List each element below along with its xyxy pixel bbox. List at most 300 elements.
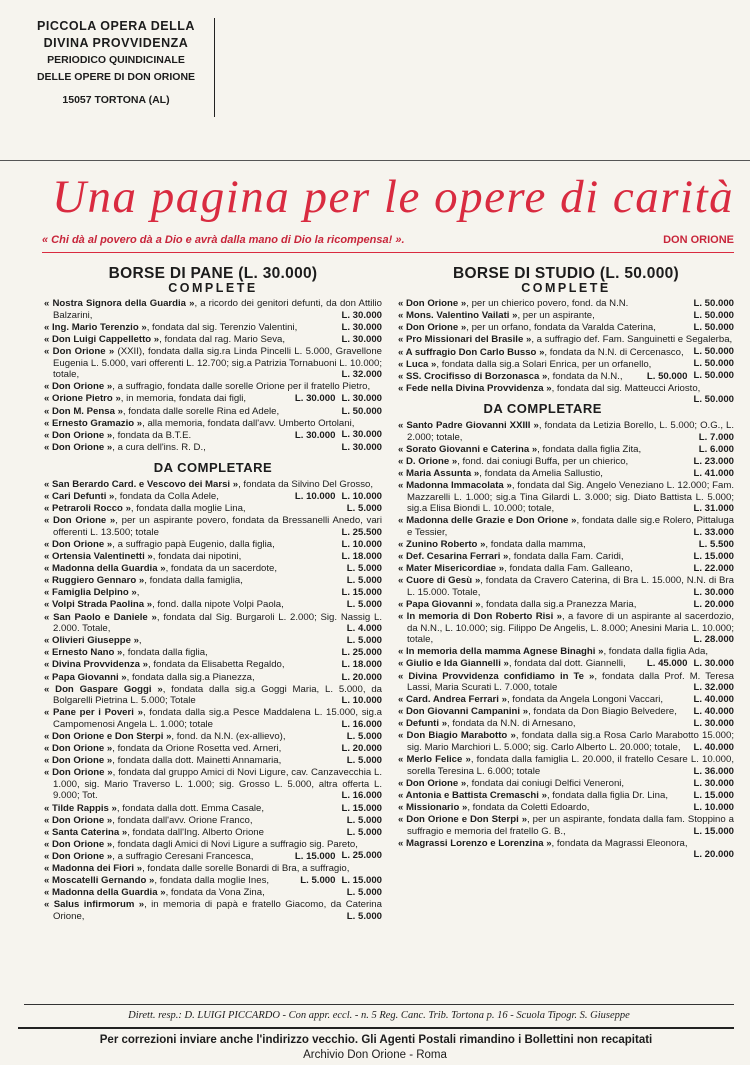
fund-name: « Madonna della Guardia » <box>44 887 166 899</box>
fund-amount: L. 23.000 <box>693 455 734 467</box>
fund-description: , fondata dalle sig.e Rolero, Pittaluga e Tessier, <box>407 515 734 538</box>
fund-description: , fondata dall'Ing. Alberto Orione <box>127 826 264 838</box>
fund-amount: L. 28.000 <box>693 634 734 646</box>
fund-name: « Defunti » <box>398 718 448 730</box>
masthead-location: 15057 TORTONA (AL) <box>62 94 170 106</box>
fund-amount: L. 50.000 <box>693 322 734 334</box>
fund-amount: L. 10.000 <box>341 695 382 707</box>
fund-amount: L. 41.000 <box>693 467 734 479</box>
fund-entry <box>44 875 382 887</box>
fund-amount: L. 32.000 <box>341 369 382 381</box>
fund-name: « Don Gaspare Goggi » <box>44 683 163 695</box>
fund-entry <box>398 539 734 551</box>
fund-entry <box>44 406 382 418</box>
fund-amount: L. 5.000 <box>346 503 382 515</box>
fund-amount: L. 31.000 <box>693 503 734 515</box>
fund-name: « Don Orione » <box>44 767 113 779</box>
fund-name: « Cari Defunti » <box>44 491 115 503</box>
fund-amount: L. 15.000 <box>693 551 734 563</box>
page-headline: Una pagina per le opere di carità <box>52 171 735 223</box>
fund-description: , fondata dal sig. Matteucci Ariosto, <box>551 382 701 394</box>
fund-amount: L. 50.000 <box>693 298 734 310</box>
fund-name: « Ernesto Gramazio » <box>44 417 143 429</box>
fund-name: « D. Orione » <box>398 455 458 467</box>
fund-description: , per un aspirante, fondata dalla fam. Stoppino a suffragio e memoria del fratello G. B., <box>407 814 734 837</box>
fund-description: (XXII), fondata dalla sig.ra Linda Pincelli L. 5.000, Gravellone Eugenia L. 5.000, vari offerenti L. 12.700; sig.a Patrizia Tornabuoni L. 10.000; totale, <box>53 346 382 381</box>
fund-entry <box>44 899 382 922</box>
study-funds-title: BORSE DI STUDIO (L. 50.000) <box>452 265 679 282</box>
fund-name: « Card. Andrea Ferrari » <box>398 694 507 706</box>
fund-name: « Maria Assunta » <box>398 467 480 479</box>
fund-amount: L. 10.000 <box>341 538 382 550</box>
fund-description: , <box>136 587 140 599</box>
fund-name: « Don Orione » <box>398 322 467 334</box>
fund-description: , fondata da un sacerdote, <box>165 563 278 575</box>
fund-entry <box>398 778 734 790</box>
fund-description: , a suffragio def. Fam. Sanguinetti e Segalerba, <box>531 334 733 346</box>
fund-amount: L. 15.000 <box>294 850 336 862</box>
fund-amount: L. 20.000 <box>341 743 382 755</box>
fund-amount: L. 50.000 <box>693 370 734 382</box>
fund-description: , fondata da Coletti Edoardo, <box>467 802 590 814</box>
fund-name: « Giulio e Ida Giannelli » <box>398 658 509 670</box>
fund-name: « San Paolo e Daniele » <box>44 611 157 623</box>
fund-description: , in memoria di papà e fratello Giacomo, da Caterina Orione, <box>53 899 382 922</box>
fund-description: , fondata dalle sorelle Rina ed Adele, <box>122 405 280 417</box>
fund-amount: L. 4.000 <box>346 623 382 635</box>
masthead-subtitle-2: DELLE OPERE DI DON ORIONE <box>36 71 196 83</box>
bread-incomplete-list <box>44 479 382 922</box>
fund-amount: L. 5.000 <box>346 910 382 922</box>
fund-name: « Famiglia Delpino » <box>44 587 137 599</box>
fund-name: « In memoria della mamma Agnese Binaghi » <box>398 646 604 658</box>
fund-amount: L. 18.000 <box>341 551 382 563</box>
fund-name: « In memoria di Don Roberto Risi » <box>398 611 562 623</box>
fund-entry <box>398 790 734 802</box>
fund-entry <box>398 480 734 515</box>
fund-amount: L. 30.000 <box>294 393 336 405</box>
fund-amount: L. 40.000 <box>693 742 734 754</box>
fund-description: , fondata dal rag. Mario Seva, <box>159 333 285 345</box>
fund-entry <box>398 599 734 611</box>
fund-amount: L. 7.000 <box>698 431 734 443</box>
fund-name: « Don Orione » <box>44 538 113 550</box>
fund-amount: L. 6.000 <box>698 443 734 455</box>
fund-entry <box>44 515 382 538</box>
fund-name: « Def. Cesarina Ferrari » <box>398 551 509 563</box>
fund-amount: L. 5.000 <box>346 599 382 611</box>
fund-entry <box>398 802 734 814</box>
fund-amount: L. 30.000 <box>693 718 734 730</box>
fund-description: , fondata da Colla Adele, <box>114 491 219 503</box>
fund-description: , fondata da N.N., <box>547 370 623 382</box>
fund-amount: L. 5.000 <box>346 887 382 899</box>
fund-name: « Divina Provvidenza » <box>44 659 148 671</box>
study-funds-column <box>398 265 735 861</box>
fund-amount: L. 5.000 <box>346 575 382 587</box>
fund-amount: L. 30.000 <box>693 586 734 598</box>
footer-notice: Per correzioni inviare anche l'indirizzo vecchio. Gli Agenti Postali rimandino i Bollettini non recapitati <box>99 1034 653 1046</box>
fund-description: , fondata dalla sig.a Solari Enrica, per un orfanello, <box>436 358 652 370</box>
footer-divider-thick <box>18 1027 734 1029</box>
fund-description: , fondata dalla figlia Dr. Lina, <box>546 789 669 801</box>
fund-description: , fondata dalla figlia, <box>122 647 208 659</box>
fund-name: « Papa Giovanni » <box>398 598 481 610</box>
fund-entry <box>44 887 382 899</box>
fund-entry <box>398 671 734 694</box>
fund-entry <box>398 563 734 575</box>
masthead-subtitle-1: PERIODICO QUINDICINALE <box>47 54 185 66</box>
fund-name: « A suffragio Don Carlo Busso » <box>398 346 545 358</box>
fund-entry <box>44 612 382 635</box>
fund-entry <box>44 647 382 659</box>
fund-name: « Don Orione » <box>398 298 467 310</box>
fund-entry <box>44 563 382 575</box>
fund-name: « Don Orione » <box>44 515 116 527</box>
fund-entry <box>398 706 734 718</box>
fund-description: , fondata dalla mamma, <box>485 538 586 550</box>
fund-entry <box>44 539 382 551</box>
fund-description: , fondata da Silvino Del Grosso, <box>238 479 374 490</box>
fund-description: , fondata dalle sorelle Bonardi di Bra, a suffragio, <box>142 863 350 874</box>
fund-description: , fondata da Elisabetta Regaldo, <box>147 659 285 671</box>
bread-complete-heading: COMPLETE <box>168 280 258 295</box>
fund-entry <box>44 346 382 381</box>
fund-entry <box>44 672 382 684</box>
fund-entry <box>44 707 382 730</box>
fund-description: , fondata da Cravero Caterina, di Bra L. 15.000, N.N. di Bra L. 15.000. Totale, <box>407 575 734 598</box>
fund-amount: L. 25.000 <box>341 850 382 862</box>
fund-amount: L. 50.000 <box>693 358 734 370</box>
fund-description: , fondata da Angela Longoni Vaccari, <box>506 694 664 706</box>
fund-amount: L. 32.000 <box>693 682 734 694</box>
fund-description: , fondata da Letizia Borello, L. 5.000; O.G., L. 2.000; totale, <box>407 420 734 443</box>
fund-name: « Tilde Rappis » <box>44 802 117 814</box>
fund-name: « Petraroli Rocco » <box>44 503 131 515</box>
fund-name: « Sorato Giovanni e Caterina » <box>398 443 538 455</box>
fund-entry <box>44 684 382 707</box>
fund-entry <box>398 754 734 777</box>
fund-amount: L. 10.000 <box>693 802 734 814</box>
fund-name: « Madonna dei Fiori » <box>44 863 143 874</box>
fund-amount: L. 16.000 <box>341 790 382 802</box>
fund-entry <box>44 767 382 802</box>
fund-description: , fondata dalla dott. Mainetti Annamaria, <box>112 755 282 767</box>
archive-watermark: Archivio Don Orione - Roma <box>303 1049 447 1061</box>
fund-name: « Don Orione » <box>44 429 113 441</box>
fund-name: « Don Orione e Don Sterpi » <box>44 730 172 742</box>
fund-description: , fondata da N.N. di Arnesano, <box>447 718 576 730</box>
fund-amount: L. 5.000 <box>346 826 382 838</box>
fund-amount: L. 15.000 <box>693 825 734 837</box>
fund-entry <box>398 322 734 334</box>
fund-entry <box>398 420 734 443</box>
fund-description: , fond. dai coniugi Buffa, per un chierico, <box>457 455 629 467</box>
fund-name: « Olivieri Giuseppe » <box>44 635 139 647</box>
fund-name: « Madonna delle Grazie e Don Orione » <box>398 515 577 527</box>
fund-entry <box>44 815 382 827</box>
fund-entry <box>398 456 734 468</box>
fund-entry <box>398 575 734 598</box>
fund-entry <box>398 468 734 480</box>
fund-description: , fondata dalla moglie Ines, <box>154 875 270 887</box>
bread-complete-list <box>44 298 382 453</box>
fund-entry <box>398 382 734 406</box>
fund-entry <box>398 658 734 670</box>
fund-name: « Don Orione » <box>44 755 113 767</box>
fund-description: , fondata dalla figlia Zita, <box>537 443 642 455</box>
fund-amount: L. 40.000 <box>693 694 734 706</box>
fund-description: , fond. da N.N. (ex-allievo), <box>171 730 286 742</box>
study-incomplete-list <box>398 420 735 861</box>
fund-name: « Pane per i Poveri » <box>44 707 143 719</box>
fund-name: « Merlo Felice » <box>398 754 471 766</box>
fund-amount: L. 33.000 <box>693 526 734 538</box>
fund-amount: L. 5.000 <box>346 730 382 742</box>
fund-description: , fond. dalla nipote Volpi Paola, <box>152 599 284 611</box>
fund-amount: L. 15.000 <box>341 802 382 814</box>
footer-divider <box>24 1004 734 1005</box>
fund-description: , fondata da B.T.E. <box>112 429 192 441</box>
bread-funds-column <box>44 265 383 923</box>
fund-amount: L. 5.000 <box>300 875 336 887</box>
footer-imprint: Dirett. resp.: D. LUIGI PICCARDO - Con appr. eccl. - n. 5 Reg. Canc. Trib. Tortona p. 16 - Scuola Tipogr. S. Giuseppe <box>128 1010 630 1021</box>
fund-description: , fondata dalla sig.a Goggi Maria, L. 5.000, da Bolgarelli Pietrina L. 5.000; Totale <box>53 683 382 707</box>
fund-entry <box>44 393 382 405</box>
fund-amount: L. 30.000 <box>341 429 382 441</box>
fund-amount: L. 5.000 <box>346 755 382 767</box>
fund-description: , per un orfano, fondata da Varalda Caterina, <box>466 322 656 334</box>
fund-name: « Ortensia Valentinetti » <box>44 551 153 563</box>
fund-name: « Don Orione » <box>44 814 113 826</box>
fund-description: , fondata dalla famiglia, <box>144 575 243 587</box>
fund-name: « Papa Giovanni » <box>44 671 127 683</box>
fund-name: « Madonna della Guardia » <box>44 563 166 575</box>
fund-amount: L. 30.000 <box>341 441 382 453</box>
fund-amount: L. 20.000 <box>693 598 734 610</box>
headline-divider <box>42 252 734 253</box>
fund-name: « Moscatelli Gernando » <box>44 875 155 887</box>
fund-name: « Don Orione » <box>44 381 113 393</box>
fund-entry <box>398 718 734 730</box>
fund-name: « Pro Missionari del Brasile » <box>398 334 532 346</box>
masthead-title-1: PICCOLA OPERA DELLA <box>37 19 195 33</box>
fund-description: , fondata dall'avv. Orione Franco, <box>112 814 253 826</box>
fund-entry <box>44 731 382 743</box>
fund-entry <box>398 371 734 383</box>
fund-name: « Don Giovanni Campanini » <box>398 706 529 718</box>
masthead-title-2: DIVINA PROVVIDENZA <box>43 36 189 50</box>
bread-funds-title: BORSE DI PANE (L. 30.000) <box>108 265 318 282</box>
fund-description: , fondata dalla sig.a Pesce Maddalena L. 15.000, sig.a Campomenosi Angela L. 1.000; totale <box>53 707 382 730</box>
fund-description: , a ricordo dei genitori defunti, da don Attilio Balzarini, <box>53 298 383 321</box>
fund-amount: L. 50.000 <box>646 370 688 382</box>
fund-description: , fondata dagli Amici di Novi Ligure a suffragio sig. Pareto, <box>112 838 358 850</box>
fund-description: , fondata dalla Fam. Galleano, <box>504 563 633 575</box>
fund-name: « Antonia e Battista Cremaschi » <box>398 789 547 801</box>
fund-amount: L. 50.000 <box>341 405 382 417</box>
fund-name: « Don Orione » <box>44 850 113 862</box>
fund-description: , fondata dal gruppo Amici di Novi Ligure, cav. Canzavecchia L. 1.000, sig. Mario Traverso L. 1.000; sig. Grosso L. 5.000, altra offerta L. 9.000; Tot. <box>53 767 383 802</box>
fund-name: « San Berardo Card. e Vescovo dei Marsi » <box>44 479 239 490</box>
masthead <box>18 18 215 117</box>
fund-description: , a favore di un aspirante al sacerdozio, da N.N., L. 10.000; sig. Filippo De Angelis, L. 8.000; Anesini Maria L. 10.000; totale, <box>407 611 734 646</box>
fund-description: , <box>138 635 142 647</box>
fund-amount: L. 10.000 <box>341 490 382 502</box>
fund-name: « Luca » <box>398 358 437 370</box>
fund-amount: L. 50.000 <box>693 346 734 358</box>
fund-name: « Don Orione » <box>44 743 113 755</box>
fund-description: , fondata dalla dott. Emma Casale, <box>116 802 265 814</box>
fund-entry <box>44 322 382 334</box>
fund-amount: L. 40.000 <box>693 706 734 718</box>
fund-entry <box>44 442 382 454</box>
quote-text: « Chi dà al povero dà a Dio e avrà dalla mano di Dio la ricompensa! ». <box>42 234 405 246</box>
fund-entry <box>398 551 734 563</box>
fund-description: , fondata da N.N. di Cercenasco, <box>544 346 684 358</box>
fund-amount: L. 5.000 <box>346 563 382 575</box>
fund-description: , fondata dalla sig.a Rosa Carlo Marabotto 15.000; sig. Mario Marchiori L. 5.000; sig. Carlo Alberto L. 20.000; totale, <box>407 730 734 754</box>
fund-amount: L. 30.000 <box>341 333 382 345</box>
fund-entry <box>44 587 382 599</box>
fund-amount: L. 50.000 <box>693 394 734 406</box>
fund-amount: L. 36.000 <box>693 765 734 777</box>
fund-amount: L. 20.000 <box>341 671 382 683</box>
fund-name: « Divina Provvidenza confidiamo in Te » <box>398 670 595 682</box>
fund-entry <box>398 611 734 646</box>
fund-description: , fondata dalla Prof. M. Teresa Lassi, Maria Scurati L. 7.000, totale <box>407 670 735 694</box>
fund-name: « Santo Padre Giovanni XXIII » <box>398 420 539 432</box>
fund-entry <box>44 334 382 346</box>
fund-description: , fondata da Vona Zina, <box>165 887 265 899</box>
fund-amount: L. 16.000 <box>341 718 382 730</box>
fund-name: « Cuore di Gesù » <box>398 575 481 587</box>
fund-description: , fondata dalla sig.a Pianezza, <box>126 671 255 683</box>
fund-name: « Salus infirmorum » <box>44 899 145 911</box>
fund-name: « Don Orione » <box>398 777 467 789</box>
fund-name: « Madonna Immacolata » <box>398 480 512 491</box>
fund-entry <box>398 837 734 861</box>
fund-name: « Orione Pietro » <box>44 393 121 405</box>
fund-amount: L. 30.000 <box>341 309 382 321</box>
fund-description: , fondata dalla Fam. Caridi, <box>508 551 624 563</box>
fund-description: , fondata da Magrassi Eleonora, <box>551 837 688 849</box>
fund-entry <box>44 827 382 839</box>
fund-amount: L. 50.000 <box>693 310 734 322</box>
fund-description: , fondata da Don Biagio Belvedere, <box>528 706 677 718</box>
fund-description: , a cura dell'ins. R. D., <box>112 441 206 453</box>
fund-name: « Don Biagio Marabotto » <box>398 730 516 742</box>
fund-name: « Ernesto Nano » <box>44 647 123 659</box>
fund-entry <box>44 491 382 503</box>
fund-name: « Don Orione e Don Sterpi » <box>398 814 528 826</box>
study-complete-list <box>398 298 734 406</box>
fund-entry <box>44 743 382 755</box>
fund-description: , a suffragio, fondata dalle sorelle Orione per il fratello Pietro, <box>112 381 371 393</box>
fund-amount: L. 5.500 <box>698 538 734 550</box>
fund-description: , per un aspirante povero, fondata da Bressanelli Anedo, vari offerenti L. 13.500; totale <box>53 515 382 538</box>
study-incomplete-heading: DA COMPLETARE <box>483 401 602 417</box>
fund-entry <box>398 814 734 837</box>
fund-name: « Don Luigi Cappelletto » <box>44 333 160 345</box>
fund-name: « SS. Crocifisso di Borzonasca » <box>398 370 548 382</box>
fund-amount: L. 18.000 <box>341 659 382 671</box>
fund-name: « Mater Misericordiae » <box>398 563 505 575</box>
fund-description: , fondata da Amelia Sallustio, <box>479 467 603 479</box>
fund-entry <box>44 755 382 767</box>
fund-name: « Fede nella Divina Provvidenza » <box>398 382 552 394</box>
fund-entry <box>398 298 734 310</box>
fund-amount: L. 25.000 <box>341 647 382 659</box>
fund-amount: L. 30.000 <box>341 321 382 333</box>
fund-description: , fondata dai coniugi Delfici Veneroni, <box>466 777 625 789</box>
fund-name: « Nostra Signora della Guardia » <box>44 298 195 310</box>
fund-entry <box>44 575 382 587</box>
fund-description: , fondata dal dott. Giannelli, <box>508 658 626 670</box>
fund-description: , fondata dalla sig.a Pranezza Maria, <box>480 598 637 610</box>
fund-entry <box>44 635 382 647</box>
fund-name: « Mons. Valentino Vailati » <box>398 310 518 322</box>
fund-amount: L. 15.000 <box>693 789 734 801</box>
fund-description: , alla memoria, fondata dall'avv. Umberto Ortolani, <box>142 417 355 429</box>
fund-description: , fondata dal Sig. Angelo Veneziano L. 12.000; Fam. Mazzarelli L. 1.000; sig.a Tina Gilardi L. 3.000; sig. Diato Battista L. 5.000; sig.a Elisa Biondi L. 10.000; totale, <box>407 480 734 515</box>
fund-entry <box>398 730 734 753</box>
fund-name: « Don Orione » <box>44 441 113 453</box>
fund-amount: L. 30.000 <box>341 392 382 404</box>
fund-entry <box>398 310 734 322</box>
fund-description: , in memoria, fondata dai figli, <box>120 393 247 405</box>
fund-name: « Missionario » <box>398 802 468 814</box>
fund-description: , fondata dal Sig. Burgaroli L. 2.000; Sig. Nassig L. 2.000. Totale, <box>53 611 382 635</box>
study-complete-heading: COMPLETE <box>521 280 611 295</box>
fund-entry <box>44 599 382 611</box>
fund-amount: L. 30.000 <box>693 657 734 669</box>
fund-description: , fondata dalla famiglia L. 20.000, il fratello Cesare L. 10.000, sorella Teresina L. 6.000; totale <box>407 754 734 777</box>
fund-name: « Santa Caterina » <box>44 826 128 838</box>
fund-entry <box>398 515 734 538</box>
fund-entry <box>44 298 382 321</box>
fund-amount: L. 5.000 <box>346 635 382 647</box>
fund-amount: L. 30.000 <box>693 777 734 789</box>
fund-name: « Ruggiero Gennaro » <box>44 575 145 587</box>
fund-entry <box>44 430 382 442</box>
fund-amount: L. 25.500 <box>341 526 382 538</box>
fund-description: , fondata dalla moglie Lina, <box>130 503 246 515</box>
fund-entry <box>44 503 382 515</box>
top-divider <box>0 160 750 161</box>
fund-entry <box>44 851 382 863</box>
fund-name: « Zunino Roberto » <box>398 538 486 550</box>
fund-description: , per un chierico povero, fond. da N.N. <box>466 298 629 310</box>
fund-amount: L. 5.000 <box>346 814 382 826</box>
fund-description: , fondata dai nipotini, <box>152 551 242 563</box>
fund-name: « Volpi Strada Paolina » <box>44 599 153 611</box>
fund-amount: L. 45.000 <box>646 658 688 670</box>
fund-entry <box>398 694 734 706</box>
fund-amount: L. 15.000 <box>341 587 382 599</box>
fund-entry <box>44 659 382 671</box>
fund-description: , fondata dalla figlia Ada, <box>603 646 708 658</box>
quote-author: DON ORIONE <box>663 234 734 246</box>
fund-name: « Don Orione » <box>44 838 113 850</box>
fund-entry <box>398 444 734 456</box>
fund-entry <box>44 803 382 815</box>
quote-line <box>42 234 734 246</box>
fund-name: « Magrassi Lorenzo e Lorenzina » <box>398 837 552 849</box>
fund-description: , per un aspirante, <box>517 310 595 322</box>
fund-name: « Ing. Mario Terenzio » <box>44 321 147 333</box>
fund-amount: L. 22.000 <box>693 563 734 575</box>
